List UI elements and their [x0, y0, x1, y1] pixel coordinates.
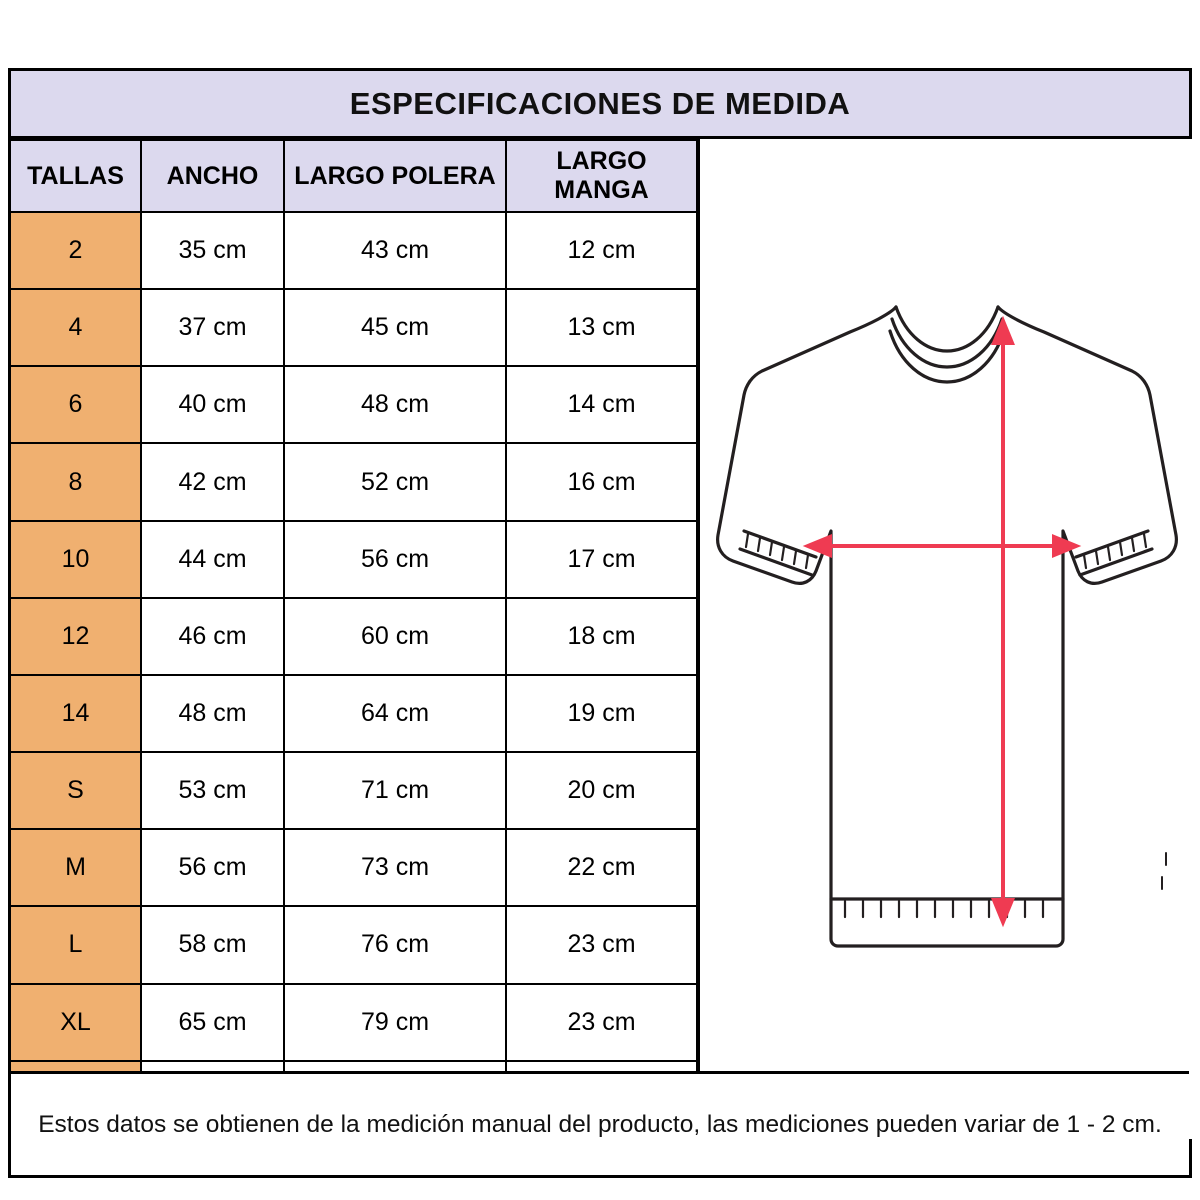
cell-largo-polera: 48 cm: [284, 366, 506, 443]
cell-ancho: 42 cm: [141, 443, 284, 520]
cell-size: 2: [11, 212, 141, 289]
cell-largo-polera: 43 cm: [284, 212, 506, 289]
cell-ancho: 46 cm: [141, 598, 284, 675]
cell-largo-manga: 13 cm: [506, 289, 697, 366]
table-row: [11, 984, 697, 1061]
tshirt-icon: [700, 139, 1192, 1139]
cell-ancho: 53 cm: [141, 752, 284, 829]
cell-largo-manga: 23 cm: [506, 906, 697, 983]
cell-largo-polera: 76 cm: [284, 906, 506, 983]
cell-ancho: 58 cm: [141, 906, 284, 983]
column-header-largo-polera: LARGO POLERA: [284, 140, 506, 212]
cell-ancho: 35 cm: [141, 212, 284, 289]
column-header-tallas: TALLAS: [11, 140, 141, 212]
table-row: [11, 366, 697, 443]
footer-note: [11, 1071, 1189, 1175]
cell-size: XL: [11, 984, 141, 1061]
table-row: [11, 598, 697, 675]
chart-frame: [8, 68, 1192, 1178]
cell-largo-manga: 23 cm: [506, 984, 697, 1061]
chart-title-bar: [11, 71, 1189, 139]
cell-ancho: 48 cm: [141, 675, 284, 752]
column-header-largo-manga: LARGO MANGA: [506, 140, 697, 212]
footer-note-text: Estos datos se obtienen de la medición manual del producto, las mediciones pueden variar de 1 - 2 cm.: [38, 1110, 1162, 1138]
cell-largo-manga: 12 cm: [506, 212, 697, 289]
table-row: [11, 752, 697, 829]
table-row: [11, 521, 697, 598]
tshirt-diagram-panel: [700, 139, 1192, 1139]
cell-size: S: [11, 752, 141, 829]
cell-size: 8: [11, 443, 141, 520]
measurements-table: [11, 139, 698, 1139]
cell-largo-polera: 56 cm: [284, 521, 506, 598]
cell-largo-manga: 16 cm: [506, 443, 697, 520]
cell-largo-polera: 60 cm: [284, 598, 506, 675]
table-row: [11, 906, 697, 983]
cell-size: 4: [11, 289, 141, 366]
cell-size: 6: [11, 366, 141, 443]
cell-largo-polera: 45 cm: [284, 289, 506, 366]
table-row: [11, 443, 697, 520]
cell-largo-manga: 14 cm: [506, 366, 697, 443]
cell-size: M: [11, 829, 141, 906]
cell-largo-manga: 18 cm: [506, 598, 697, 675]
measurements-table-container: [11, 139, 700, 1139]
table-header-row: [11, 140, 697, 212]
cell-largo-polera: 71 cm: [284, 752, 506, 829]
cell-ancho: 65 cm: [141, 984, 284, 1061]
cell-size: 14: [11, 675, 141, 752]
cell-ancho: 56 cm: [141, 829, 284, 906]
cell-largo-manga: 19 cm: [506, 675, 697, 752]
cell-size: L: [11, 906, 141, 983]
cell-largo-manga: 20 cm: [506, 752, 697, 829]
cell-largo-polera: 64 cm: [284, 675, 506, 752]
cell-largo-polera: 52 cm: [284, 443, 506, 520]
table-row: [11, 289, 697, 366]
table-row: [11, 675, 697, 752]
table-row: [11, 829, 697, 906]
cell-largo-manga: 17 cm: [506, 521, 697, 598]
column-header-ancho: ANCHO: [141, 140, 284, 212]
cell-ancho: 37 cm: [141, 289, 284, 366]
cell-largo-manga: 22 cm: [506, 829, 697, 906]
cell-ancho: 44 cm: [141, 521, 284, 598]
cell-size: 10: [11, 521, 141, 598]
page-title: ESPECIFICACIONES DE MEDIDA: [349, 85, 851, 121]
cell-ancho: 40 cm: [141, 366, 284, 443]
table-row: [11, 212, 697, 289]
cell-largo-polera: 73 cm: [284, 829, 506, 906]
cell-largo-polera: 79 cm: [284, 984, 506, 1061]
cell-size: 12: [11, 598, 141, 675]
